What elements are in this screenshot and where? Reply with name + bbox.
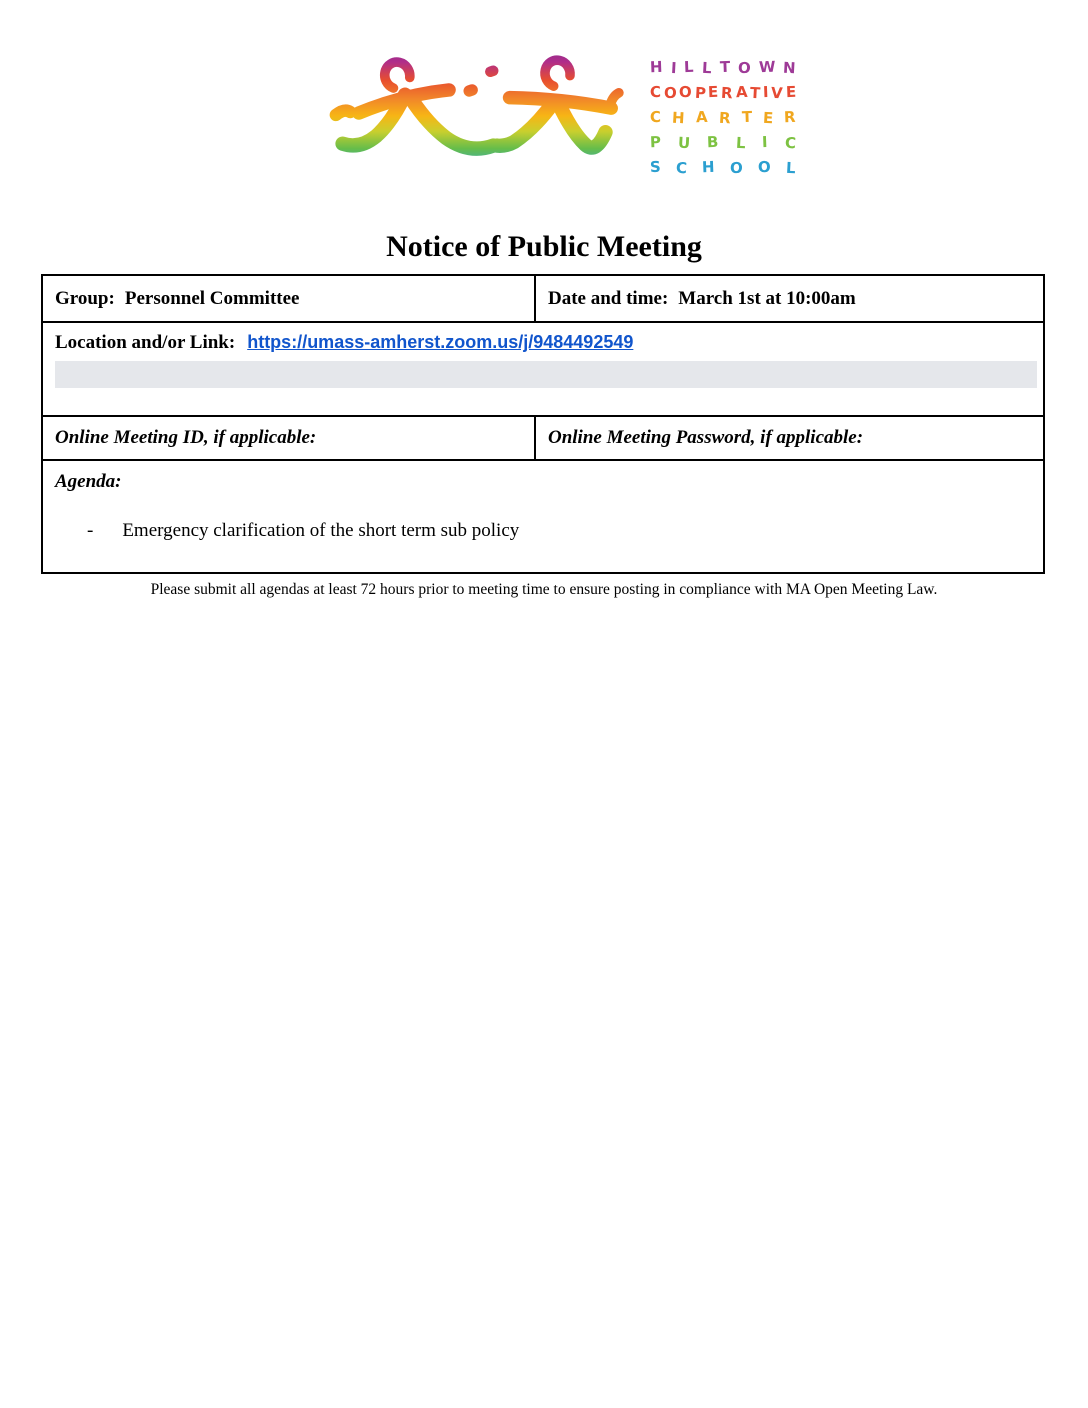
agenda-item-text: Emergency clarification of the short term sub policy (122, 520, 520, 541)
date-time-value: March 1st at 10:00am (678, 287, 856, 309)
meeting-password-label: Online Meeting Password, if applicable: (547, 427, 864, 448)
meeting-id-label: Online Meeting ID, if applicable: (55, 427, 317, 448)
agenda-item-bullet: - (87, 520, 94, 541)
group-value: Personnel Committee (124, 287, 300, 309)
group-cell (42, 275, 535, 322)
table-row-location (42, 322, 1044, 416)
logo-word: H I L L T O W N (649, 57, 797, 77)
date-time-label: Date and time: (547, 287, 669, 309)
highlight-empty-line (55, 361, 1037, 388)
meeting-password-cell (535, 416, 1044, 460)
school-logo (22, 0, 1088, 184)
agenda-item (55, 520, 1037, 542)
table-row-meeting-ids (42, 416, 1044, 460)
table-row-group-date (42, 275, 1044, 322)
logo-word: P U B L I C (649, 132, 797, 152)
page-title: Notice of Public Meeting (386, 230, 702, 263)
logo-word: C H A R T E R (649, 107, 797, 127)
dancing-figures-icon (314, 42, 636, 184)
group-label: Group: (55, 287, 115, 309)
meeting-notice-table (41, 274, 1045, 574)
school-name (650, 54, 796, 179)
logo-word: S C H O O L (649, 157, 797, 177)
date-time-cell (535, 275, 1044, 322)
location-line (55, 323, 1037, 354)
agenda-label: Agenda: (55, 471, 122, 492)
table-row-agenda (42, 460, 1044, 573)
compliance-note: Please submit all agendas at least 72 hours prior to meeting time to ensure posting in compliance with MA Open Meeting Law. (150, 581, 938, 598)
location-cell (42, 322, 1044, 416)
logo-word: C O O P E R A T I V E (649, 82, 797, 102)
agenda-cell (42, 460, 1044, 573)
meeting-link[interactable]: https://umass-amherst.zoom.us/j/9484492549 (247, 332, 634, 352)
location-label: Location and/or Link: (55, 332, 236, 353)
meeting-id-cell (42, 416, 535, 460)
